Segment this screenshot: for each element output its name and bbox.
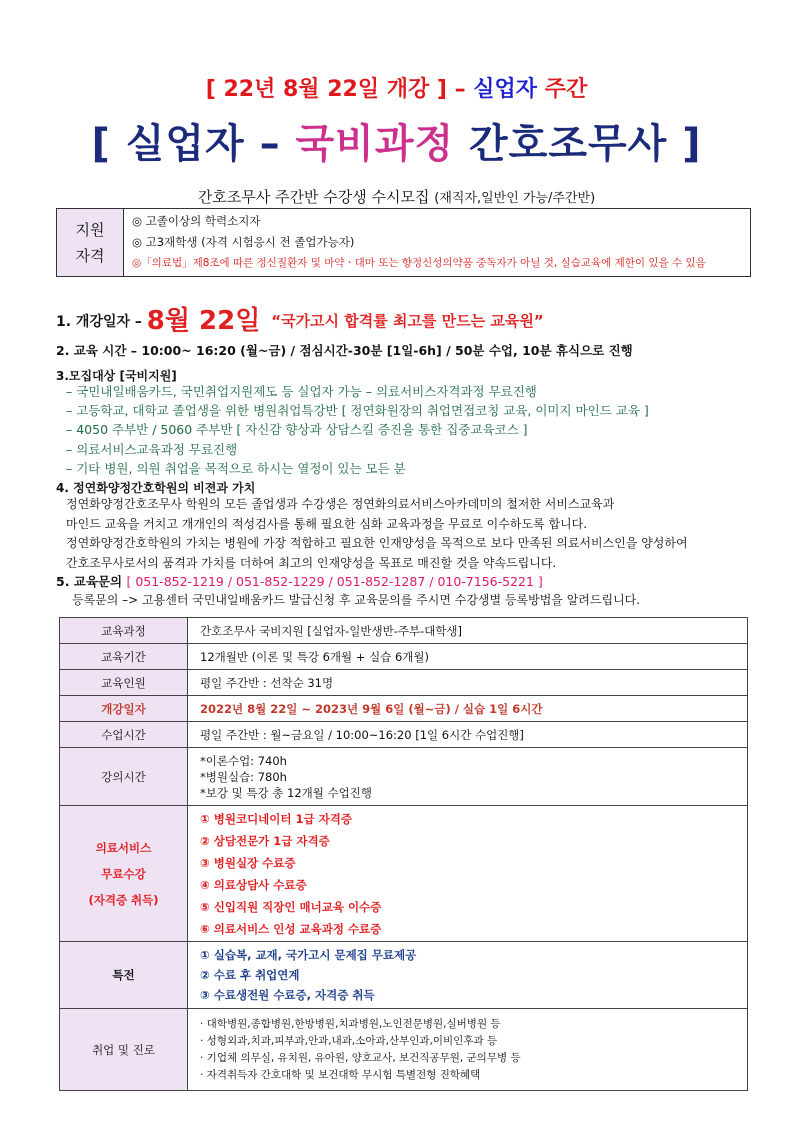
section-vision-body [66, 495, 688, 573]
free-item: ① 병원코디네이터 1급 자격증 [200, 811, 352, 826]
section-recruit-title: 3.모집대상 [국비지원] [56, 369, 177, 383]
career-value [188, 1009, 748, 1091]
free-key-line: 의료서비스 [95, 840, 152, 855]
free-item: ③ 병원실장 수료증 [200, 855, 296, 870]
table-row [60, 696, 748, 722]
lecture-key: 강의시간 [60, 748, 188, 806]
career-item: · 자격취득자 간호대학 및 보건대학 무시험 특별전형 진학혜택 [200, 1068, 481, 1081]
career-item: · 성형외과,치과,피부과,안과,내과,소아과,산부인과,이비인후과 등 [200, 1034, 498, 1047]
qualification-label [57, 209, 124, 277]
contact-phones: [ 051-852-1219 / 051-852-1229 / 051-852-1287 / 010-7156-5221 ] [126, 574, 543, 589]
period-key: 교육기간 [60, 644, 188, 670]
people-value: 평일 주간반 : 선착순 31명 [188, 670, 748, 696]
main-title-part-c: 간호조무사 [469, 121, 668, 167]
main-title-open: [ [91, 121, 111, 167]
section-open-date [56, 300, 544, 337]
benefit-key: 특전 [60, 942, 188, 1009]
career-key: 취업 및 진로 [60, 1009, 188, 1091]
day-type-text: 실업자 [473, 77, 538, 102]
time-key: 수업시간 [60, 722, 188, 748]
subtitle-note: (재직자,일반인 가능/주간반) [434, 191, 596, 206]
open-date-label: 1. 개강일자 – [56, 314, 142, 330]
subtitle-text: 간호조무사 주간반 수강생 수시모집 [197, 188, 430, 206]
table-row [60, 1009, 748, 1091]
qualification-item: ◎ 고3재학생 (자격 시험응시 전 졸업가능자) [132, 235, 355, 249]
contact-note: 등록문의 –> 고용센터 국민내일배움카드 발급신청 후 교육문의를 주시면 수강생별 등록방법을 알려드립니다. [72, 593, 641, 607]
open-date-big: 8월 22일 [146, 306, 261, 336]
section-recruit-list [66, 382, 649, 478]
slogan: “국가고시 합격률 최고를 만드는 교육원” [271, 312, 544, 330]
free-course-value [188, 806, 748, 942]
list-item: – 의료서비스교육과정 무료진행 [66, 441, 238, 457]
free-item: ⑤ 신입직원 직장인 매너교육 이수증 [200, 899, 382, 914]
people-key: 교육인원 [60, 670, 188, 696]
qualification-item: ◎ 고졸이상의 학력소지자 [132, 214, 261, 228]
table-row [60, 644, 748, 670]
table-row [60, 942, 748, 1009]
qualification-item: ◎「의료법」제8조에 따른 정신질환자 및 마약ㆍ대마 또는 향정신성의약품 중독자가 아닐 것, 실습교육에 제한이 있을 수 있음 [132, 257, 706, 269]
career-item: · 기업체 의무실, 유치원, 유아원, 양호교사, 보건직공무원, 군의무병 등 [200, 1051, 521, 1064]
vision-line: 정연화양정간호조무사 학원의 모든 졸업생과 수강생은 정연화의료서비스아카데미의 철저한 서비스교육과 [66, 497, 615, 511]
open-key: 개강일자 [60, 696, 188, 722]
table-row [60, 670, 748, 696]
table-row [60, 722, 748, 748]
benefit-value [188, 942, 748, 1009]
table-row [60, 806, 748, 942]
free-item: ④ 의료상담사 수료증 [200, 877, 307, 892]
time-type-text: 주간 [544, 77, 588, 102]
benefit-item: ① 실습복, 교재, 국가고시 문제집 무료제공 [200, 948, 417, 962]
open-date-text: [ 22년 8월 22일 개강 ] – [205, 77, 466, 102]
main-title-part-a: 실업자 – [125, 121, 281, 167]
subtitle [0, 186, 793, 207]
qualification-body [124, 209, 751, 277]
free-item: ⑥ 의료서비스 인성 교육과정 수료증 [200, 921, 382, 936]
vision-line: 간호조무사로서의 품격과 가치를 더하여 최고의 인재양성을 목표로 매진할 것을 약속드립니다. [66, 555, 557, 570]
career-item: · 대학병원,종합병원,한방병원,치과병원,노인전문병원,실버병원 등 [200, 1017, 501, 1030]
benefit-item: ② 수료 후 취업연계 [200, 968, 300, 982]
lecture-line: *이론수업: 740h [200, 753, 287, 768]
lecture-line: *병원실습: 780h [200, 769, 287, 784]
main-title [0, 112, 793, 169]
qualification-label-1: 지원 [75, 220, 105, 239]
free-key-line: (자격증 취득) [88, 892, 159, 907]
list-item: – 고등학교, 대학교 졸업생을 위한 병원취업특강반 [ 정연화원장의 취업면접코칭 교육, 이미지 마인드 교육 ] [66, 403, 649, 419]
main-title-part-b: 국비과정 [295, 121, 455, 167]
section-class-time: 2. 교육 시간 – 10:00~ 16:20 (월~금) / 점심시간-30분 [1일-6h] / 50분 수업, 10분 휴식으로 진행 [56, 343, 633, 358]
top-title [0, 72, 793, 103]
benefit-item: ③ 수료생전원 수료증, 자격증 취득 [200, 988, 375, 1002]
lecture-value [188, 748, 748, 806]
list-item: – 기타 병원, 의원 취업을 목적으로 하시는 열정이 있는 모든 분 [66, 460, 406, 476]
section-vision-title: 4. 정연화양정간호학원의 비젼과 가치 [56, 481, 256, 495]
open-value: 2022년 8월 22일 ~ 2023년 9월 6일 (월~금) / 실습 1일 6시간 [188, 696, 748, 722]
section-contact [56, 572, 543, 590]
qualification-table [56, 208, 751, 277]
list-item: – 국민내일배움카드, 국민취업지원제도 등 실업자 가능 – 의료서비스자격과정 무료진행 [66, 384, 537, 399]
course-key: 교육과정 [60, 618, 188, 644]
list-item: – 4050 주부반 / 5060 주부반 [ 자신감 향상과 상담스킬 증진을 통한 집중교육코스 ] [66, 422, 528, 438]
course-value: 간호조무사 국비지원 [실업자-일반생반-주부-대학생] [188, 618, 748, 644]
free-key-line: 무료수강 [101, 866, 146, 881]
main-title-close: ] [682, 121, 702, 167]
table-row [60, 618, 748, 644]
free-course-key [60, 806, 188, 942]
qualification-label-2: 자격 [75, 246, 105, 265]
contact-label: 5. 교육문의 [56, 574, 123, 589]
info-table [59, 617, 748, 1091]
lecture-line: *보강 및 특강 총 12개월 수업진행 [200, 785, 372, 800]
time-value: 평일 주간반 : 월~금요일 / 10:00~16:20 [1일 6시간 수업진행] [188, 722, 748, 748]
period-value: 12개월반 (이론 및 특강 6개월 + 실습 6개월) [188, 644, 748, 670]
free-item: ② 상담전문가 1급 자격증 [200, 833, 330, 848]
vision-line: 마인드 교육을 거치고 개개인의 적성검사를 통해 필요한 심화 교육과정을 무료로 이수하도록 합니다. [66, 516, 588, 531]
vision-line: 정연화양정간호학원의 가치는 병원에 가장 적합하고 필요한 인재양성을 목적으로 보다 만족된 의료서비스인을 양성하여 [66, 536, 688, 550]
table-row [60, 748, 748, 806]
